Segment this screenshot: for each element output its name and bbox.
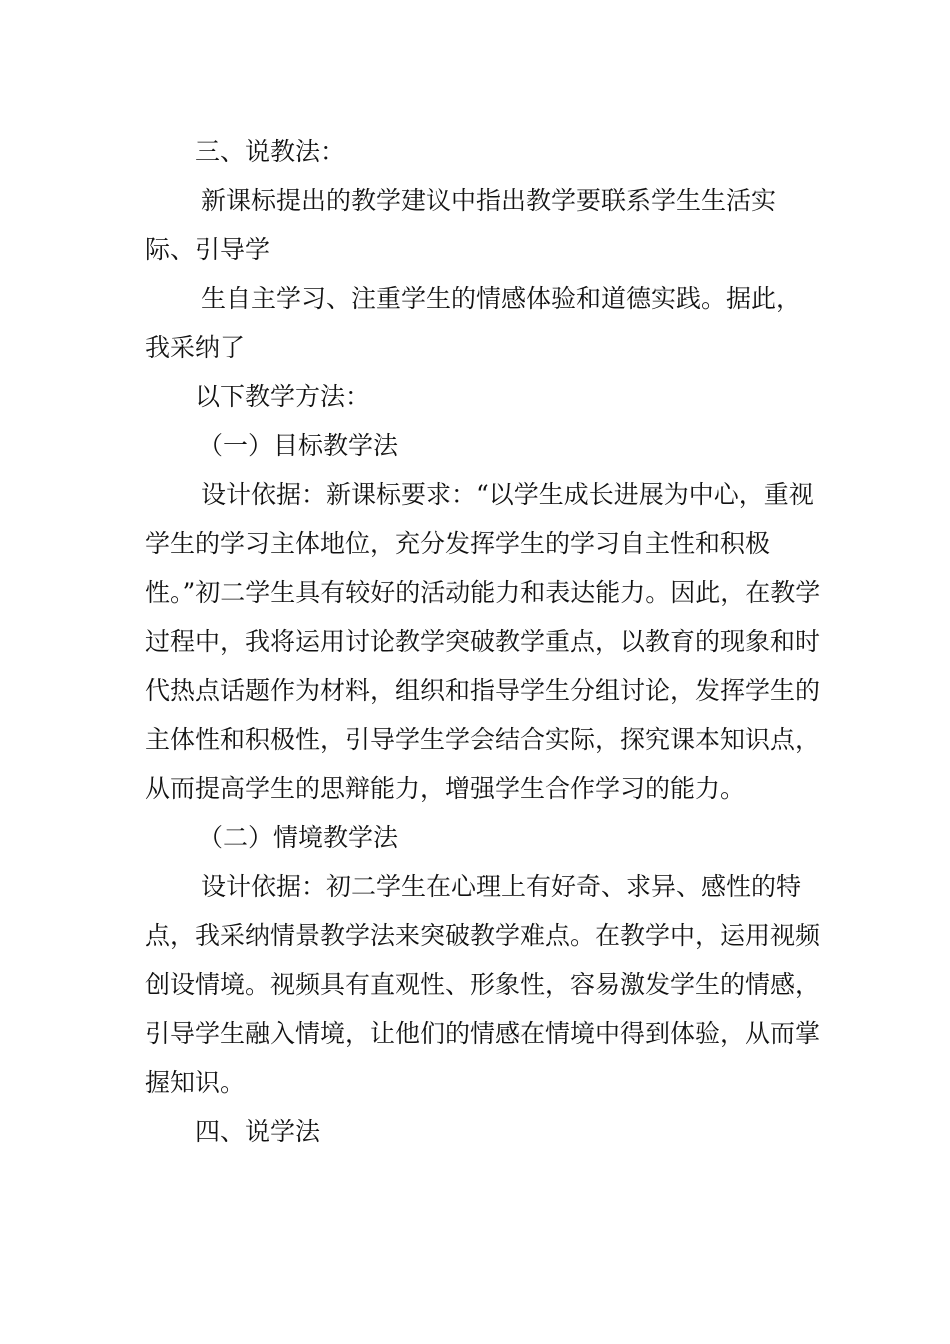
document-body [145, 127, 825, 1156]
paragraph-situational-teaching-basis: 设计依据：初二学生在心理上有好奇、求异、感性的特点，我采纳情景教学法来突破教学难点。在教学中，运用视频创设情境。视频具有直观性、形象性，容易激发学生的情感，引导学生融入情境，让他们的情感在情境中得到体验，从而掌握知识。 [145, 872, 821, 1097]
subheading-situational-teaching: （二）情境教学法 [198, 823, 399, 852]
paragraph-autonomous-learning: 生自主学习、注重学生的情感体验和道德实践。据此，我采纳了 [145, 284, 802, 362]
paragraph-methods-intro: 以下教学方法： [195, 382, 371, 411]
section-heading-teaching-methods: 三、说教法： [195, 137, 346, 166]
paragraph-curriculum-suggestion: 新课标提出的教学建议中指出教学要联系学生生活实际、引导学 [145, 186, 777, 264]
subheading-goal-teaching: （一）目标教学法 [198, 431, 399, 460]
paragraph-goal-teaching-basis: 设计依据：新课标要求：“以学生成长进展为中心，重视学生的学习主体地位，充分发挥学生的学习自主性和积极性。”初二学生具有较好的活动能力和表达能力。因此，在教学过程中，我将运用讨论教学突破教学重点，以教育的现象和时代热点话题作为材料，组织和指导学生分组讨论，发挥学生的主体性和积极性，引导学生学会结合实际，探究课本知识点，从而提高学生的思辩能力，增强学生合作学习的能力。 [145, 480, 821, 803]
section-heading-learning-methods: 四、说学法 [195, 1117, 321, 1146]
